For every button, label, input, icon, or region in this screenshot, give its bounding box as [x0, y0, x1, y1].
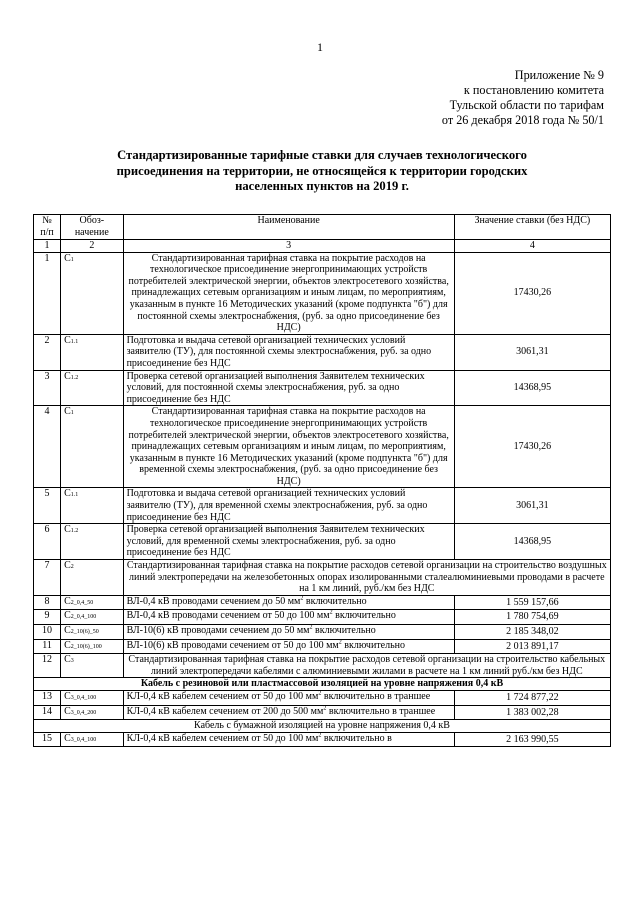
code-subscript: 3	[70, 658, 74, 665]
row-code	[61, 334, 123, 370]
table-index-row	[34, 240, 611, 253]
row-no: 4	[34, 406, 61, 488]
sup-2: 2	[323, 705, 327, 712]
row-value: 2 013 891,17	[454, 639, 610, 654]
section-title: Кабель с резиновой или пластмассовой изоляцией на уровне напряжения 0,4 кВ	[34, 678, 611, 691]
code-subscript: 2	[70, 564, 74, 571]
row-name	[123, 625, 454, 640]
row-value: 1 780 754,69	[454, 610, 610, 625]
code-subscript: 1.1	[70, 492, 79, 499]
appendix-line: Тульской области по тарифам	[449, 98, 604, 112]
table-row	[34, 334, 611, 370]
name-text: включительно	[341, 639, 406, 651]
row-name	[123, 690, 454, 705]
name-text: КЛ-0,4 кВ кабелем сечением от 50 до 100 мм	[126, 732, 319, 744]
table-row	[34, 560, 611, 596]
code-subscript: 3_0,4_100	[70, 694, 97, 701]
row-name: Проверка сетевой организацией выполнения Заявителем технических условий, для постоянной схемы электроснабжения, руб. за одно присоединение без НДС	[123, 370, 454, 406]
row-code	[61, 524, 123, 560]
name-text: включительно	[312, 625, 376, 636]
row-no: 2	[34, 334, 61, 370]
code-letter: С	[64, 252, 71, 264]
code-letter: С	[64, 625, 71, 636]
row-no: 10	[34, 625, 61, 640]
table-row	[34, 705, 611, 720]
tariff-table	[33, 214, 611, 747]
name-text: включительно	[303, 595, 367, 607]
code-letter: С	[64, 639, 71, 651]
code-subscript: 2_0,4_50	[70, 599, 94, 606]
code-subscript: 2_10(6)_50	[70, 629, 99, 635]
row-code	[61, 639, 123, 654]
row-name	[123, 732, 454, 747]
header-no: № п/п	[34, 215, 61, 240]
sup-2: 2	[318, 690, 322, 697]
row-name: Подготовка и выдача сетевой организацией технических условий заявителю (ТУ), для временной схемы электроснабжения, руб. за одно присоединение без НДС	[123, 488, 454, 524]
code-letter: С	[64, 406, 71, 418]
name-text: ВЛ-10(6) кВ проводами сечением до 50 мм	[126, 625, 310, 636]
row-no: 15	[34, 732, 61, 747]
row-value: 14368,95	[454, 370, 610, 406]
row-no: 12	[34, 654, 61, 678]
code-letter: С	[64, 560, 71, 572]
name-text: КЛ-0,4 кВ кабелем сечением от 200 до 500 мм	[126, 705, 324, 717]
code-subscript: 2_0,4_100	[70, 614, 97, 621]
code-subscript: 1.1	[70, 338, 79, 345]
appendix-line: от 26 декабря 2018 года № 50/1	[441, 113, 604, 127]
row-no: 6	[34, 524, 61, 560]
code-subscript: 3_0,4_200	[70, 709, 97, 716]
name-text: ВЛ-0,4 кВ проводами сечением до 50 мм	[126, 595, 301, 607]
sup-2: 2	[309, 624, 313, 631]
row-no: 14	[34, 705, 61, 720]
table-row	[34, 654, 611, 678]
name-text: включительно	[332, 610, 396, 622]
table-row	[34, 732, 611, 747]
code-subscript: 1	[70, 410, 74, 417]
table-row	[34, 252, 611, 334]
code-letter: С	[64, 595, 71, 607]
row-code	[61, 732, 123, 747]
table-row	[34, 625, 611, 640]
row-name: Подготовка и выдача сетевой организацией технических условий заявителю (ТУ), для постоянной схемы электроснабжения, руб. за одно присоединение без НДС	[123, 334, 454, 370]
code-letter: С	[64, 690, 71, 702]
document-title: Стандартизированные тарифные ставки для случаев технологического присоединения на территории, не относящейся к территории городских населенных пунктов на 2019 г.	[116, 148, 528, 193]
index-cell: 4	[454, 240, 610, 253]
table-row	[34, 639, 611, 654]
row-value: 3061,31	[454, 488, 610, 524]
row-code	[61, 625, 123, 640]
code-letter: С	[64, 524, 71, 536]
table-row	[34, 595, 611, 610]
row-value: 1 724 877,22	[454, 690, 610, 705]
table-row	[34, 370, 611, 406]
code-subscript: 1.2	[70, 528, 79, 535]
index-cell: 2	[61, 240, 123, 253]
row-no: 13	[34, 690, 61, 705]
sup-2: 2	[300, 595, 304, 602]
row-code	[61, 654, 123, 678]
header-value: Значение ставки (без НДС)	[454, 215, 610, 240]
code-letter: С	[64, 610, 71, 622]
row-code	[61, 595, 123, 610]
appendix-block	[442, 68, 604, 128]
section-title: Кабель с бумажной изоляцией на уровне напряжения 0,4 кВ	[34, 720, 611, 733]
row-code	[61, 560, 123, 596]
row-value: 1 383 002,28	[454, 705, 610, 720]
table-header-row	[34, 215, 611, 240]
code-letter: С	[64, 654, 71, 666]
row-value: 2 185 348,02	[454, 625, 610, 640]
table-row	[34, 488, 611, 524]
appendix-line: Приложение № 9	[514, 68, 604, 82]
name-text: включительно в траншее	[321, 690, 431, 702]
header-code: Обоз-начение	[61, 215, 123, 240]
row-no: 8	[34, 595, 61, 610]
row-name	[123, 595, 454, 610]
index-cell: 1	[34, 240, 61, 253]
sup-2: 2	[338, 639, 342, 646]
row-no: 3	[34, 370, 61, 406]
row-no: 9	[34, 610, 61, 625]
row-name	[123, 705, 454, 720]
section-row	[34, 678, 611, 691]
row-value: 2 163 990,55	[454, 732, 610, 747]
code-subscript: 1	[70, 256, 74, 263]
table-row	[34, 406, 611, 488]
row-code	[61, 690, 123, 705]
row-code	[61, 610, 123, 625]
row-code	[61, 370, 123, 406]
name-text: ВЛ-10(6) кВ проводами сечением от 50 до 100 мм	[126, 639, 339, 651]
row-no: 1	[34, 252, 61, 334]
name-text: КЛ-0,4 кВ кабелем сечением от 50 до 100 мм	[126, 690, 319, 702]
row-value: 14368,95	[454, 524, 610, 560]
row-name	[123, 639, 454, 654]
row-no: 5	[34, 488, 61, 524]
code-subscript: 1.2	[70, 374, 79, 381]
section-row	[34, 720, 611, 733]
appendix-line: к постановлению комитета	[463, 83, 604, 97]
row-code	[61, 252, 123, 334]
code-subscript: 2_10(6)_100	[70, 643, 102, 650]
header-name: Наименование	[123, 215, 454, 240]
row-code	[61, 406, 123, 488]
sup-2: 2	[329, 610, 333, 617]
row-no: 7	[34, 560, 61, 596]
table-row	[34, 690, 611, 705]
row-no: 11	[34, 639, 61, 654]
code-subscript: 3_0,4_100	[70, 736, 97, 743]
row-value: 1 559 157,66	[454, 595, 610, 610]
row-value: 17430,26	[454, 406, 610, 488]
row-name: Стандартизированная тарифная ставка на покрытие расходов сетевой организации на строительство кабельных линий электропередачи кабелями с алюминиевыми жилами в расчете на 1 км линий руб./км без НДС	[123, 654, 610, 678]
page-number: 1	[317, 40, 323, 54]
table-row	[34, 610, 611, 625]
code-letter: С	[64, 370, 71, 382]
row-name	[123, 610, 454, 625]
index-cell: 3	[123, 240, 454, 253]
code-letter: С	[64, 488, 71, 500]
name-text: ВЛ-0,4 кВ проводами сечением от 50 до 100 мм	[126, 610, 330, 622]
row-name: Стандартизированная тарифная ставка на покрытие расходов сетевой организации на строительство воздушных линий электропередачи на железобетонных опорах изолированными сталеалюминиевыми проводами в расчете на 1 км линий, руб./км без НДС	[123, 560, 610, 596]
row-value: 17430,26	[454, 252, 610, 334]
name-text: включительно в	[321, 732, 392, 744]
code-letter: С	[64, 334, 71, 346]
row-name: Стандартизированная тарифная ставка на покрытие расходов на технологическое присоединение энергопринимающих устройств потребителей электрической энергии, объектов электросетевого хозяйства, принадлежащих сетевым организациям и иным лицам, по мероприятиям, указанным в пункте 16 Методических указаний (кроме подпункта "б") для временной схемы электроснабжения, (руб. за одно присоединение без НДС)	[123, 406, 454, 488]
name-text: включительно в траншее	[326, 705, 436, 717]
row-name: Стандартизированная тарифная ставка на покрытие расходов на технологическое присоединение энергопринимающих устройств потребителей электрической энергии, объектов электросетевого хозяйства, принадлежащих сетевым организациям и иным лицам, по мероприятиям, указанным в пункте 16 Методических указаний (кроме подпункта "б") для постоянной схемы электроснабжения, (руб. за одно присоединение без НДС)	[123, 252, 454, 334]
sup-2: 2	[318, 732, 322, 739]
code-letter: С	[64, 705, 71, 717]
table-row	[34, 524, 611, 560]
row-name: Проверка сетевой организацией выполнения Заявителем технических условий, для временной схемы электроснабжения, руб. за одно присоединение без НДС	[123, 524, 454, 560]
row-code	[61, 705, 123, 720]
row-value: 3061,31	[454, 334, 610, 370]
code-letter: С	[64, 732, 71, 744]
row-code	[61, 488, 123, 524]
